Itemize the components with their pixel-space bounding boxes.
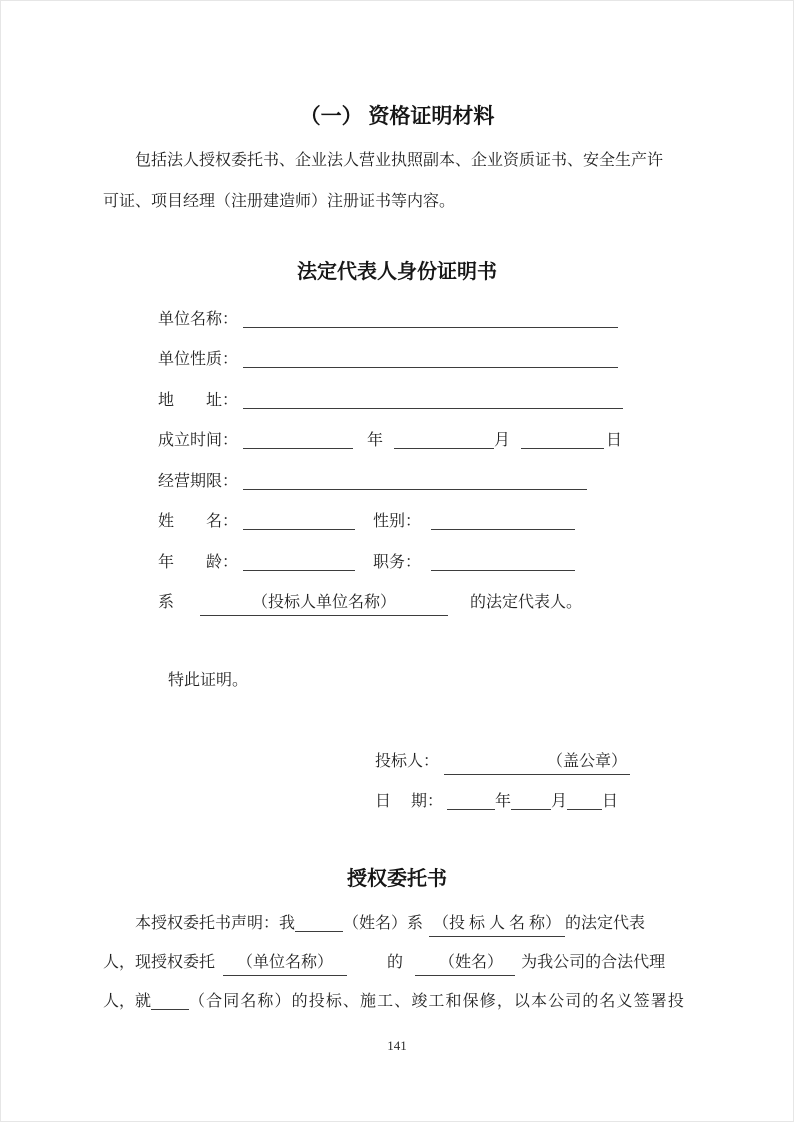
date-year-blank	[447, 794, 495, 810]
section-title-qualification: （一） 资格证明材料	[299, 105, 495, 128]
age-blank	[243, 555, 355, 571]
poa-line1-after-blank: （姓名）系	[343, 915, 424, 932]
poa-line1	[103, 912, 645, 937]
name-blank	[243, 514, 355, 530]
poa-line1-suffix: 的法定代表	[565, 915, 646, 932]
founded-year-blank	[243, 433, 353, 449]
address-label-char2: 址：	[205, 392, 238, 409]
poa-line3-suffix: （合同名称）的投标、施工、竣工和保修，以本公司的名义签署投	[189, 993, 685, 1010]
field-row-relation	[158, 591, 582, 615]
unit-name-blank	[243, 312, 618, 328]
date-row	[375, 790, 618, 814]
poa-contract-blank	[151, 994, 189, 1010]
age-label-char1: 年	[158, 554, 175, 571]
founded-month-blank	[394, 433, 494, 449]
date-label	[375, 790, 443, 814]
bidder-signature-blank	[444, 750, 630, 775]
field-row-unit-name	[158, 308, 618, 332]
poa-line2-prefix: 人，现授权委托	[103, 954, 216, 971]
founded-day-unit: 日	[606, 432, 623, 449]
address-blank	[243, 393, 623, 409]
date-month-unit: 月	[551, 793, 568, 810]
address-label	[158, 389, 238, 413]
poa-line2	[103, 951, 665, 976]
field-row-address	[158, 389, 623, 413]
duty-label: 职务：	[373, 554, 422, 571]
page-number: 141	[387, 1038, 407, 1053]
unit-name-label: 单位名称：	[158, 311, 239, 328]
poa-line3	[103, 990, 685, 1014]
founded-day-blank	[521, 433, 604, 449]
poa-line2-mid: 的	[387, 954, 404, 971]
name-label-char2: 名：	[205, 513, 238, 530]
term-label: 经营期限：	[158, 473, 239, 490]
bidder-label: 投标人：	[375, 753, 440, 770]
seal-note: （盖公章）	[547, 753, 628, 770]
date-year-unit: 年	[495, 793, 512, 810]
date-day-blank	[567, 794, 602, 810]
bidder-unit-name-placeholder: （投标人单位名称）	[252, 594, 397, 611]
poa-unit-name-blank: （单位名称）	[223, 951, 347, 976]
field-row-founded	[158, 429, 622, 453]
name-label	[158, 510, 238, 534]
poa-line2-suffix: 为我公司的合法代理	[521, 954, 666, 971]
duty-blank	[431, 555, 575, 571]
certificate-title: 法定代表人身份证明书	[297, 261, 497, 283]
term-blank	[243, 474, 587, 490]
founded-label: 成立时间：	[158, 432, 239, 449]
age-label-char2: 龄：	[205, 554, 238, 571]
date-label-char2: 期：	[410, 793, 443, 810]
qualification-paragraph-line2: 可证、项目经理（注册建造师）注册证书等内容。	[103, 193, 456, 210]
date-day-unit: 日	[602, 793, 619, 810]
relation-prefix: 系	[158, 594, 175, 611]
age-label	[158, 551, 238, 575]
bidder-signature-row	[375, 750, 630, 774]
hereby-statement: 特此证明。	[168, 672, 249, 689]
field-row-age-duty	[158, 551, 575, 575]
gender-blank	[431, 514, 575, 530]
date-month-blank	[511, 794, 551, 810]
address-label-char1: 地	[158, 392, 175, 409]
poa-agent-name-blank: （姓名）	[415, 951, 515, 976]
unit-nature-label: 单位性质：	[158, 351, 239, 368]
unit-nature-blank	[243, 352, 618, 368]
poa-line1-prefix: 本授权委托书声明：我	[135, 915, 296, 932]
poa-bidder-name-blank: （投 标 人 名 称）	[429, 912, 565, 937]
founded-month-unit: 月	[494, 432, 511, 449]
field-row-unit-nature	[158, 348, 618, 372]
field-row-name-gender	[158, 510, 575, 534]
founded-year-unit: 年	[367, 432, 384, 449]
gender-label: 性别：	[373, 513, 422, 530]
date-label-char1: 日	[375, 793, 392, 810]
relation-suffix: 的法定代表人。	[470, 594, 583, 611]
name-label-char1: 姓	[158, 513, 175, 530]
bidder-unit-name-blank	[200, 591, 448, 616]
poa-line3-prefix: 人，就	[103, 993, 152, 1010]
poa-title: 授权委托书	[347, 868, 447, 890]
poa-name-blank-1	[295, 916, 343, 932]
field-row-term	[158, 470, 587, 494]
qualification-paragraph-line1: 包括法人授权委托书、企业法人营业执照副本、企业资质证书、安全生产许	[135, 152, 664, 169]
